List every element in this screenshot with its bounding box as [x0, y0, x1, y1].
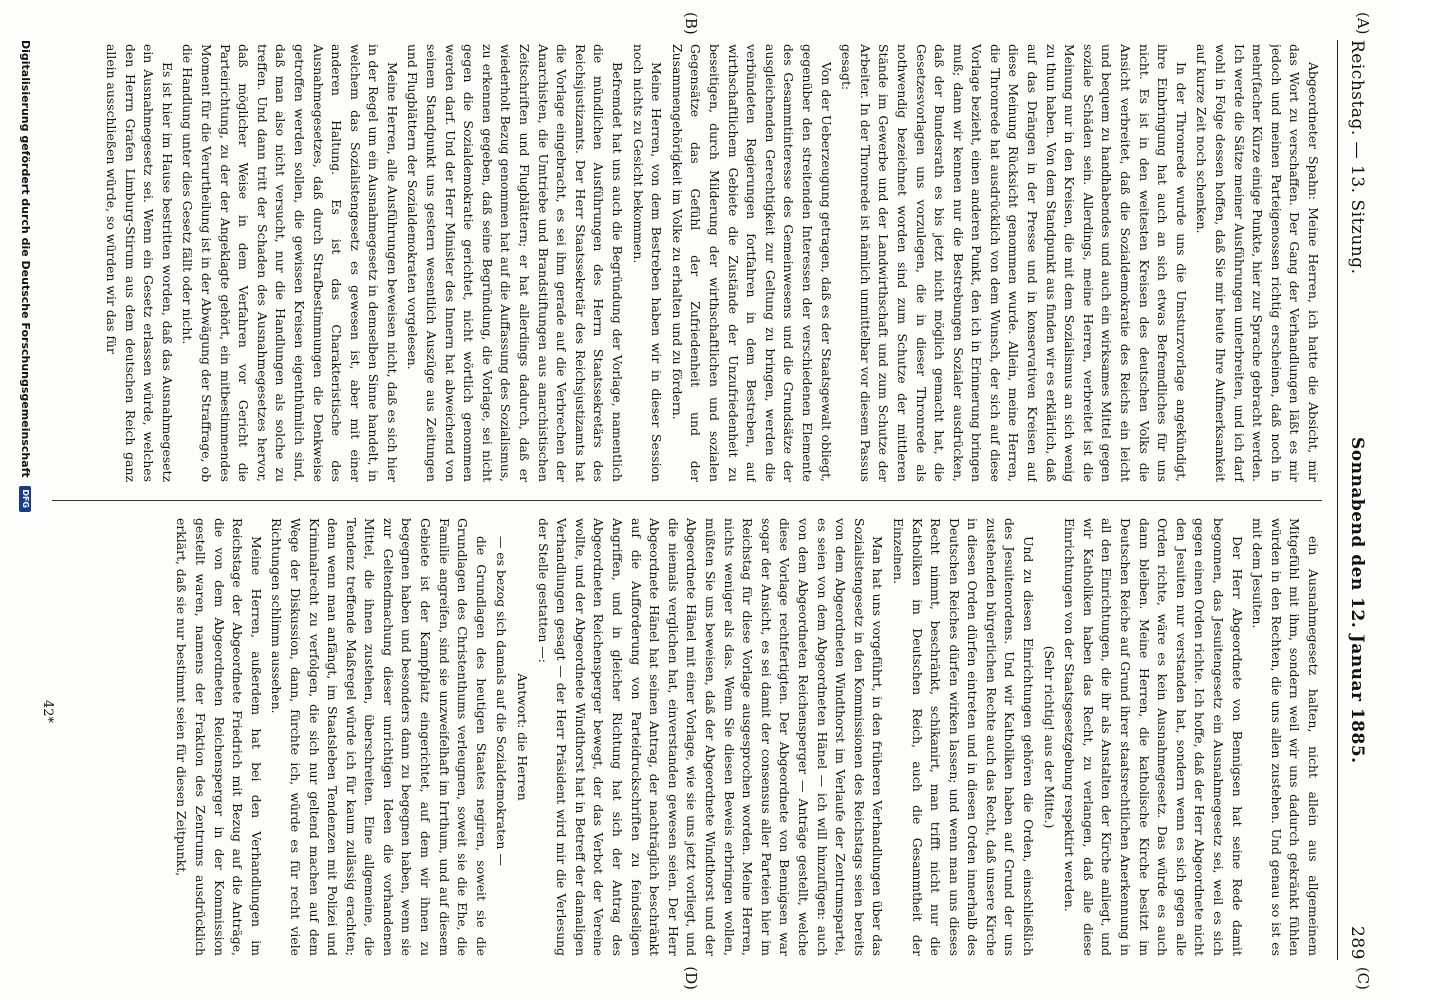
- paragraph: Man hat uns vorgeführt, in den früheren Verhandlungen über das Sozialistengesetz in den Kommissionen des Reichstags seien bereits von dem Abgeordneten Windthorst im Verlaufe der Zentrumspartei, es seien von dem Abgeordneten Hänel — ich will hinzufügen: auch von dem Abgeordneten Reichensperger — Anträge gestellt, welche diese Vorlage rechtfertigten. Der Abgeordnete von Bennigsen war sogar der Ansicht, es sei damit der consensus aller Parteien hier im Reichstag für diese Vorlage ausgesprochen worden. Meine Herren, nichts weniger als das. Wenn Sie diesen Beweis erbringen wollen, müßten Sie uns beweisen, daß der Abgeordnete Windthorst und der Abgeordnete Hänel mit einer Vorlage, wie sie uns jetzt vorliegt, und die niemals verglichen hat, einverstanden gewesen seien. Der Herr Abgeordnete Hänel hat seinen Antrag, der nachträglich beschränkt auf die Aufforderung von Parteidruckschriften zu feindseligen Angriffen, und in gleicher Richtung hat sich der Antrag des Abgeordneten Reichensperger bewegt, der das Verbot der Vereine wollte, und der Abgeordnete Windthorst hat in Betreff der damaligen Verhandlungen gesagt — der Herr Präsident wird mir die Verlesung der Stelle gestatten —:: [535, 518, 886, 956]
- header-left: Reichstag. — 13. Sitzung.: [1347, 40, 1367, 275]
- signature-mark: 42*: [40, 700, 55, 724]
- margin-marker-b: (B): [682, 12, 700, 35]
- header-rule: [1337, 40, 1338, 960]
- paragraph: Antwort: die Herren: [515, 673, 531, 801]
- paragraph: — es bezog sich damals auf die Sozialdemokraten —: [494, 536, 510, 866]
- paragraph: (Sehr richtig! aus der Mitte.): [1041, 645, 1057, 829]
- header-date: Sonnabend den 12. Januar 1885.: [1347, 436, 1367, 764]
- paragraph: Meine Herren, von dem Bestreben haben wir in dieser Session noch nichts zu Gesicht bekommen.: [630, 44, 665, 482]
- left-column: [52, 44, 1322, 482]
- margin-marker-d: (D): [682, 966, 700, 990]
- margin-marker-c: (C): [1354, 966, 1372, 990]
- paragraph: Meine Herren, außerdem hat bei den Verhandlungen im Reichstage der Abgeordnete Friedrich mit Bezug auf die Anträge, die von dem Abgeordneten Reichensperger in der Kommission gestellt waren, namens der Fraktion des Zentrums ausdrücklich erklärt, daß sie nur bestimmt seien für diesen Zeitpunkt,: [174, 518, 264, 956]
- paragraph: In der Thronrede wurde uns die Umsturzvorlage angekündigt, ihre Einbringung hat auch an sich etwas Befremdliches für uns nicht. Es ist in den weitesten Kreisen des deutschen Volks die Ansicht verbreitet, daß die Sozialdemokratie des Reichs ein leicht und bequem zu handhabendes und auch ein wirksames Mittel gegen soziale Schäden sein. Allerdings, meine Herren, verbreitet ist die Meinung nur in den Kreisen, die mit dem Sozialismus an sich wenig zu thun haben. Von dem Standpunkt aus finden wir es erklärlich, daß auf das Drängen in der Presse und in konservativen Kreisen auf diese Meinung Rücksicht genommen wurde. Allein, meine Herren, die Thronrede hat ausdrücklich von dem Wunsch, der sich auf diese Vorlage bezieht, einen anderen Punkt, den ich in Erinnerung bringen muß; dann wir kennen nur die Bestrebungen Sozialer ausdrücken, daß der Bundesrath es bis jetzt nicht möglich gemacht hat, die Gesetzesvorlagen uns vorzulegen, die in dieser Thronrede als nothwendig bezeichnet worden sind zum Schutze der mittleren Stände im Gewerbe und der Landwirthschaft und zum Schutze der Arbeiter. In der Thronrede ist nämlich unmittelbar vor diesem Passus gesagt:: [839, 44, 1189, 482]
- paragraph: Von der Ueberzeugung getragen, daß es der Staatsgewalt obliegt, gegenüber den streitenden Interessen der verschiedenen Elemente des Gesammtinteresse des Gemeinwesens und die Grundsätze der ausgleichenden Gerechtigkeit zur Geltung zu bringen, werden die verbündeten Regierungen fortfahren in dem Bestreben, auf wirthschaftlichem Gebiete die Zustände der Unzufriedenheit zu beseitigen, durch Milderung der wirthschaftlichen und sozialen Gegensätze das Gefühl der Zufriedenheit und der Zusammengehörigkeit im Volke zu erhalten und zu fördern.: [669, 44, 834, 482]
- paragraph: Es ist hier im Hause bestritten worden, daß das Ausnahmegesetz ein Ausnahmegesetz sei. Wenn ein Gesetz erlassen würde, welches den Herrn Grafen Limburg-Stirum aus dem deutschen Reich ganz allein ausschließen würde, so würden wir das für: [104, 44, 175, 482]
- paragraph: Abgeordneter Spahn: Meine Herren, ich hatte die Absicht, mir das Wort zu verschaffen. Der Gang der Verhandlungen läßt es mir jedoch und meinen Parteigenossen richtig erscheinen, daß noch in mehr(facher Kürze einige Punkte, hier zur Sprache gebracht werden. Ich werde die Sätze meiner Ausführungen unterbreiten, und ich darf wohl in Folge dessen hoffen, daß Sie mir heute Ihre Aufmerksamkeit auf kurze Zeit noch schenken.: [1194, 44, 1321, 482]
- paragraph: die Grundlagen des heutigen Staates negiren, soweit sie die Grundlagen des Christenthums verleugnen, soweit sie die Ehe, die Familie angreifen, sind sie unzweifelhaft im Irrthum, und auf diesem Gebiete ist der Kampfplatz eingerichtet, auf dem wir ihnen zu begegnen haben und besonders dann zu begegnen haben, wenn sie zur Geltendmachung dieser unrichtigen Ideen die vorhandenen Mittel, die ihnen zustehen, überschreiten. Eine allgemeine, die Tendenz treffende Maßregel würde ich für kaum zulässig erachten; denn wenn man anfängt, im Staatsleben Tendenzen mit Polizei und Kriminalrecht zu verfolgen, die sich nur geltend machen auf dem Wege der Diskussion, dann, fürchte ich, würde es für recht viele Richtungen schlimm aussehen.: [269, 518, 489, 956]
- dfg-logo-icon: DFG: [20, 486, 32, 512]
- paragraph: Und zu diesen Einrichtungen gehören die Orden, einschließlich des Jesuitenordens. Und wir Katholiken haben auf Grund der uns zustehenden bürgerlichen Rechte auch das Recht, daß unsere Kirche in diesen Orden dürfen eintreten und in diesen Orden innerhalb des Deutschen Reiches dürfen wirken lassen; und wenn man uns dieses Recht nimmt, beschränkt, schikanirt, man trifft nicht nur die Katholiken im Deutschen Reich, auch die Gesammtheit der Einzelnen.: [890, 518, 1037, 956]
- page-number: 289: [1347, 926, 1367, 960]
- margin-marker-a: (A): [1354, 12, 1372, 35]
- digitization-note-text: Digitalisierung gefördert durch die Deutsche Forschungsgemeinschaft: [19, 40, 32, 478]
- column-divider: [52, 500, 1322, 501]
- right-column: [52, 518, 1322, 956]
- paragraph: ein Ausnahmegesetz halten, nicht allein aus allgemeinem Mitgefühl mit ihm, sondern weil wir uns dadurch gekränkt fühlen würden in den Rechten, die uns allen zustehen. Und genau so ist es mit dem Jesuiten.: [1250, 518, 1321, 956]
- paragraph: Der Herr Abgeordnete von Bennigsen hat seine Rede damit begonnen, das Jesuitengesetz ein Ausnahmegesetz sei, weil es sich gegen einen Orden richte. Ich hoffe, daß der Herr Abgeordnete nicht den Jesuiten nur verstanden hat, sondern wenn es sich gegen alle Orden richte, wäre es kein Ausnahmegesetz. Das würde es auch dann bleiben. Meine Herren, die katholische Kirche besitzt im Deutschen Reiche auf Grund ihrer staatsrechtlichen Anerkennung in all den Einrichtungen, die ihr als Anstalten der Kirche anliegt, und wir Katholiken haben das Recht, zu verlangen, daß alle diese Einrichtungen von der Staatsgesetzgebung respektirt werden.: [1062, 518, 1245, 956]
- paragraph: Befremdet hat uns auch die Begründung der Vorlage, namentlich die mündlichen Ausführungen des Herrn Staatssekretärs des Reichsjustizamts. Der Herr Staatssekretär des Reichsjustizamts hat die Vorlage eingebracht, es sei ihm gerade auf die Verbrechen der Anarchisten, die Umtriebe und Brandstiftungen aus anarchistischen Zeitschriften und Flugblättern; er hat allerdings dadurch, daß er wiederholt Bezug genommen hat auf die Auffassung des Sozialismus, zu erkennen gegeben, daß seine Begründung, die Vorlage, sei nicht gegen die Sozialdemokratie gerichtet, nicht wörtlich genommen werden darf. Und der Herr Minister des Innern hat abweichend von seinem Standpunkt uns gestern wesentlich Auszüge aus Zeitungen und Flugblättern der Sozialdemokraten vorgelesen.: [405, 44, 626, 482]
- digitization-note: [19, 40, 32, 960]
- paragraph: Meine Herren, alle Ausführungen beweisen nicht, daß es sich hier in der Regel um ein Ausnahmegesetz in demselben Sinne handelt, in welchem das Sozialistengesetz es gewesen ist, aber mit einer anderen Haltung. Es ist das Charakteristische des Ausnahmegesetzes, daß durch Strafbestimmungen die Denkweise getroffen werden sollen, die gewissen Kreisen eigenthümlich sind, daß man also nicht versucht, nur die Handlungen als solche zu treffen. Und dann tritt der Schaden des Ausnahmegesetzes hervor, daß möglicher Weise in dem Verfahren vor Gericht die Parteirichtung, zu der der Angeklagte gehört, ein mitbestimmendes Moment für die Verurtheilung ist in der Abwägung der Straffrage, ob die Handlung unter dies Gesetz fällt oder nicht.: [180, 44, 400, 482]
- page-header: [1342, 40, 1372, 960]
